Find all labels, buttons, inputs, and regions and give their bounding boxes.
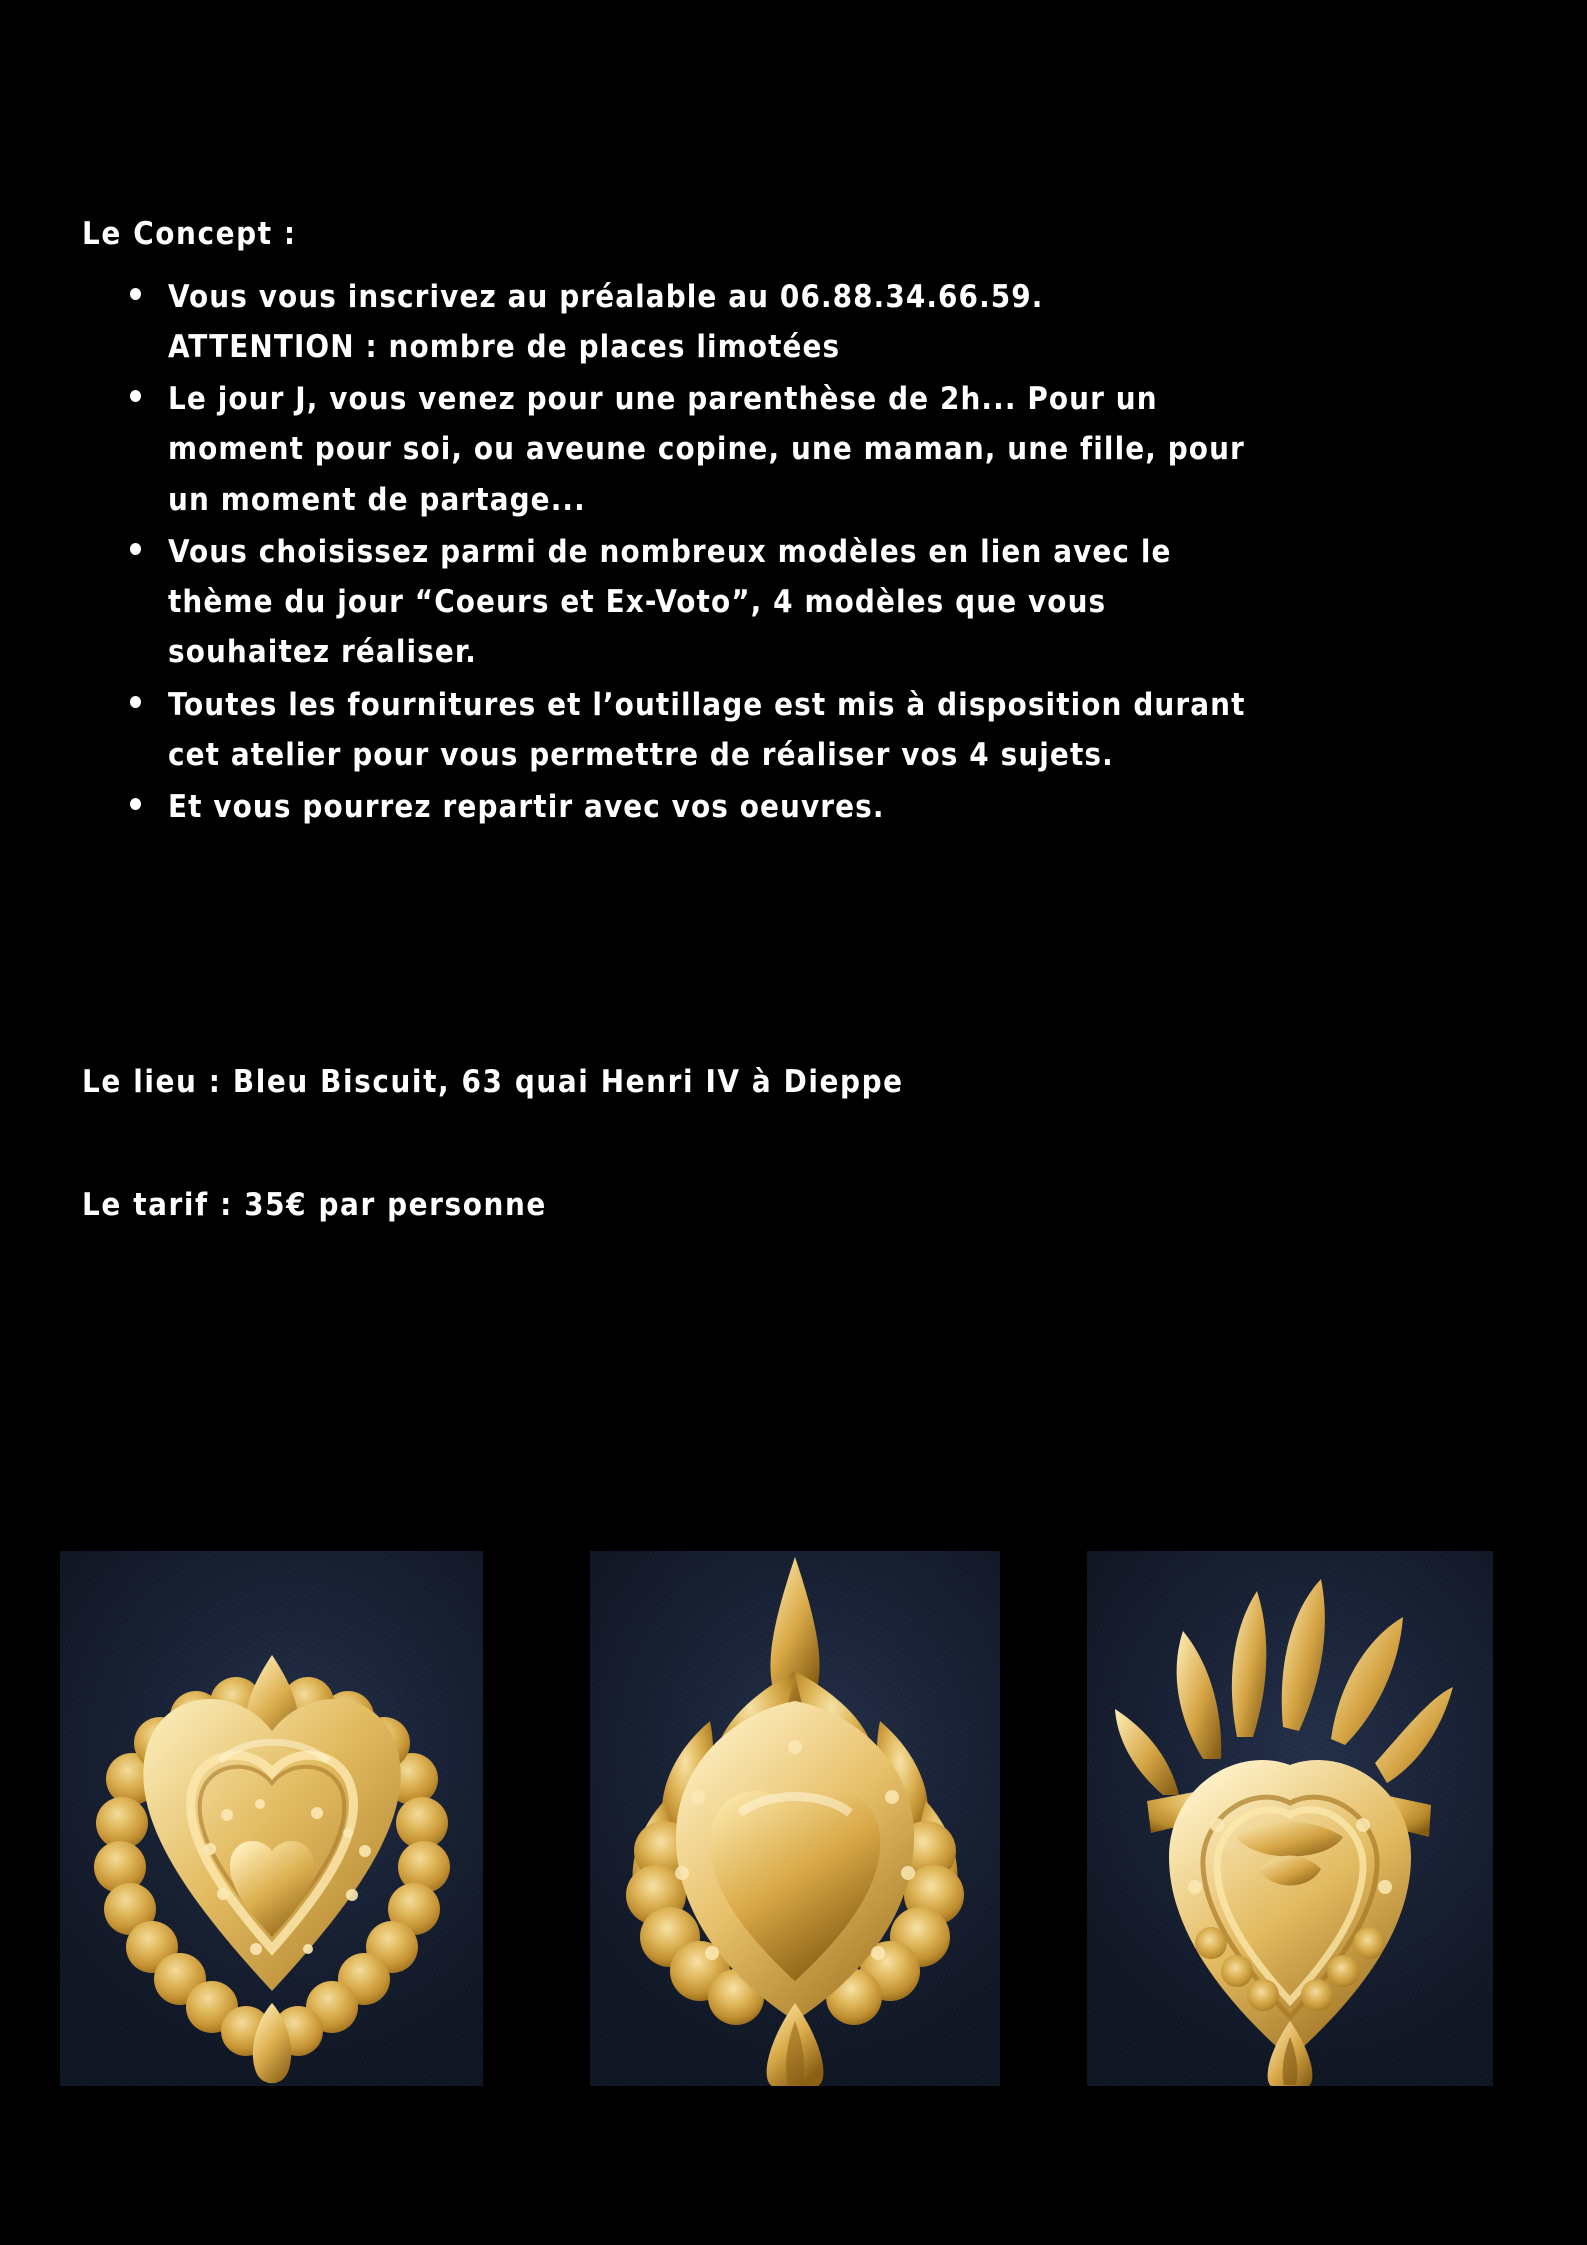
bullet-line: Toutes les fournitures et l’outillage est mis à disposition durant bbox=[168, 686, 1246, 723]
bullet-line: moment pour soi, ou aveune copine, une maman, une fille, pour bbox=[168, 431, 1245, 468]
bullet-line: ATTENTION : nombre de places limotées bbox=[168, 328, 841, 365]
ex-voto-heart-leaves-icon bbox=[1087, 1551, 1493, 2086]
photo-ex-voto-heart-flaming bbox=[590, 1551, 1000, 2086]
list-item bbox=[126, 782, 1502, 832]
bullet-dot-icon bbox=[130, 543, 141, 555]
bullet-line: cet atelier pour vous permettre de réaliser vos 4 sujets. bbox=[168, 736, 1114, 773]
bullet-line: un moment de partage... bbox=[168, 481, 586, 518]
list-item bbox=[126, 680, 1502, 780]
list-item bbox=[126, 527, 1502, 678]
concept-bullet-list bbox=[82, 272, 1502, 832]
price-line: Le tarif : 35€ par personne bbox=[82, 1187, 547, 1223]
bullet-dot-icon bbox=[130, 288, 141, 300]
list-item bbox=[126, 374, 1502, 525]
concept-section bbox=[82, 215, 1502, 834]
bullet-dot-icon bbox=[130, 390, 141, 402]
venue-line: Le lieu : Bleu Biscuit, 63 quai Henri IV à Dieppe bbox=[82, 1064, 904, 1100]
photo-ex-voto-heart-leaves bbox=[1087, 1551, 1493, 2086]
bullet-line: Le jour J, vous venez pour une parenthèse de 2h... Pour un bbox=[168, 381, 1158, 418]
photo-ex-voto-heart-scalloped bbox=[60, 1551, 483, 2086]
bullet-dot-icon bbox=[130, 798, 141, 810]
bullet-line: Vous vous inscrivez au préalable au 06.88.34.66.59. bbox=[168, 278, 1044, 315]
list-item bbox=[126, 272, 1502, 372]
bullet-line: thème du jour “Coeurs et Ex-Voto”, 4 modèles que vous bbox=[168, 584, 1107, 621]
ex-voto-heart-scalloped-icon bbox=[60, 1551, 483, 2086]
bullet-line: souhaitez réaliser. bbox=[168, 634, 477, 671]
ex-voto-heart-flaming-icon bbox=[590, 1551, 1000, 2086]
page-title: Le Concept : bbox=[82, 216, 297, 252]
bullet-line: Et vous pourrez repartir avec vos oeuvres. bbox=[168, 788, 885, 825]
bullet-line: Vous choisissez parmi de nombreux modèles en lien avec le bbox=[168, 533, 1172, 570]
bullet-dot-icon bbox=[130, 696, 141, 708]
